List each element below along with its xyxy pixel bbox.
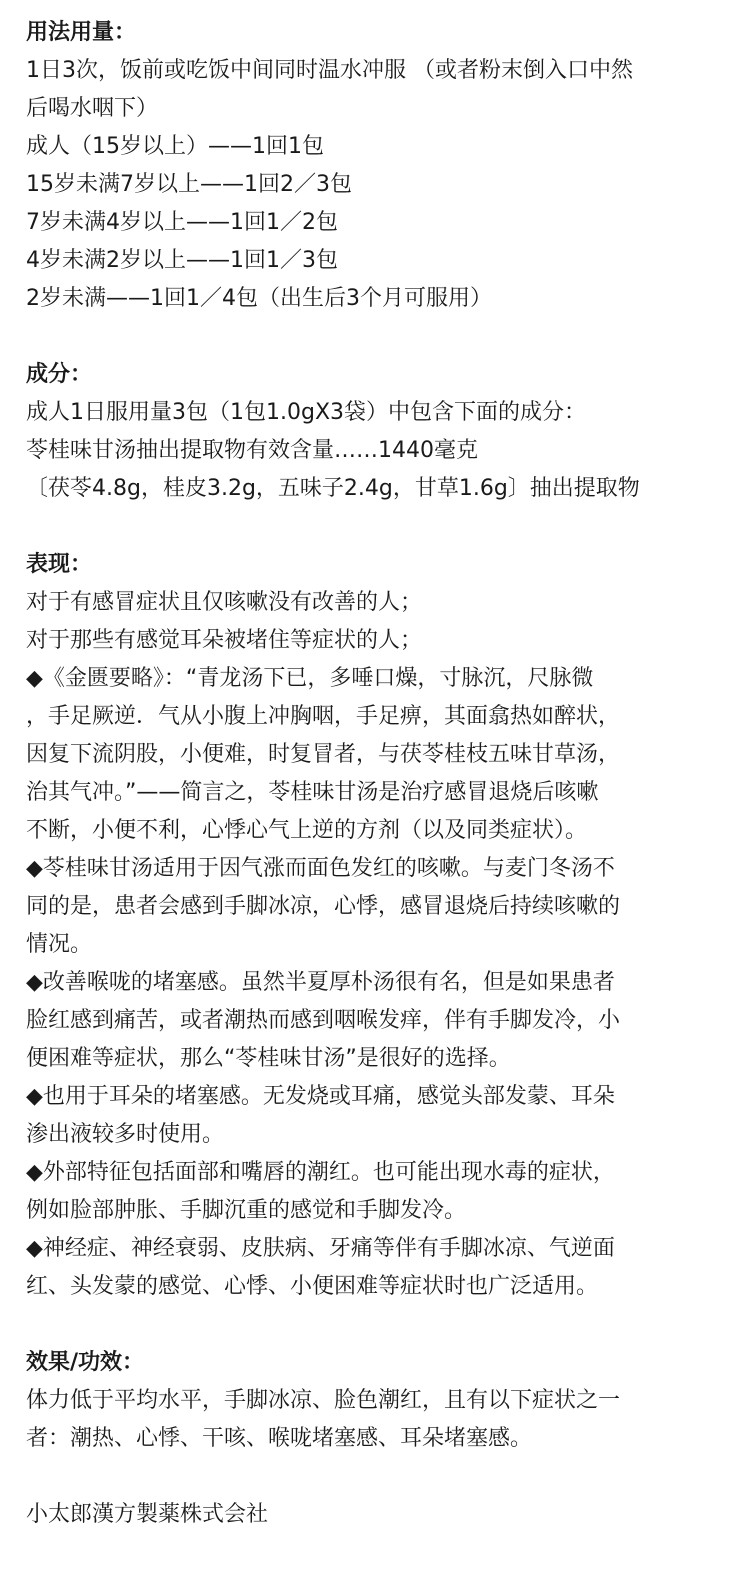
indications-line: 便困难等症状，那么“苓桂味甘汤”是很好的选择。 (26, 1046, 511, 1071)
indications-line: ◆神经症、神经衰弱、皮肤病、牙痛等伴有手脚冰凉、气逆面 (26, 1236, 615, 1261)
indications-line: 治其气冲。”——简言之，苓桂味甘汤是治疗感冒退烧后咳嗽 (26, 780, 599, 805)
indications-line: 对于有感冒症状且仅咳嗽没有改善的人； (26, 590, 423, 615)
indications-line: 因复下流阴股，小便难，时复冒者，与茯苓桂枝五味甘草汤， (26, 742, 621, 767)
ingredients-line: 〔茯苓4.8g，桂皮3.2g，五味子2.4g，甘草1.6g〕抽出提取物 (26, 476, 640, 501)
usage-line: 7岁未满4岁以上——1回1／2包 (26, 210, 338, 235)
usage-line: 后喝水咽下） (26, 96, 159, 121)
usage-line: 成人（15岁以上）——1回1包 (26, 134, 324, 159)
indications-line: 情况。 (26, 932, 93, 957)
effects-line: 体力低于平均水平，手脚冰凉、脸色潮红，且有以下症状之一 (26, 1388, 621, 1413)
section-spacer (26, 1306, 740, 1344)
indications-line: 同的是，患者会感到手脚冰凉，心悸，感冒退烧后持续咳嗽的 (26, 894, 621, 919)
company-name: 小太郎漢方製薬株式会社 (26, 1502, 269, 1527)
effects-section (26, 1344, 740, 1458)
effects-line: 者：潮热、心悸、干咳、喉咙堵塞感、耳朵堵塞感。 (26, 1426, 533, 1451)
ingredients-line: 苓桂味甘汤抽出提取物有效含量……1440毫克 (26, 438, 478, 463)
indications-line: ，手足厥逆．气从小腹上冲胸咽，手足痹，其面翕热如醉状， (26, 704, 621, 729)
ingredients-line: 成人1日服用量3包（1包1.0gX3袋）中包含下面的成分： (26, 400, 587, 425)
indications-section (26, 546, 740, 1306)
usage-line: 2岁未满——1回1／4包（出生后3个月可服用） (26, 286, 492, 311)
ingredients-heading: 成分： (26, 362, 93, 387)
indications-line: 例如脸部肿胀、手脚沉重的感觉和手脚发冷。 (26, 1198, 467, 1223)
usage-section (26, 14, 740, 318)
indications-line: ◆也用于耳朵的堵塞感。无发烧或耳痛，感觉头部发蒙、耳朵 (26, 1084, 615, 1109)
indications-line: 对于那些有感觉耳朵被堵住等症状的人； (26, 628, 423, 653)
indications-line: 脸红感到痛苦，或者潮热而感到咽喉发痒，伴有手脚发冷，小 (26, 1008, 621, 1033)
indications-line: 红、头发蒙的感觉、心悸、小便困难等症状时也广泛适用。 (26, 1274, 599, 1299)
usage-line: 4岁未满2岁以上——1回1／3包 (26, 248, 338, 273)
indications-line: 不断，小便不利，心悸心气上逆的方剂（以及同类症状）。 (26, 818, 588, 843)
indications-line: ◆外部特征包括面部和嘴唇的潮红。也可能出现水毒的症状， (26, 1160, 615, 1185)
section-spacer (26, 318, 740, 356)
section-spacer (26, 1458, 740, 1496)
indications-heading: 表现： (26, 552, 93, 577)
indications-line: ◆苓桂味甘汤适用于因气涨而面色发红的咳嗽。与麦门冬汤不 (26, 856, 615, 881)
indications-line: ◆《金匮要略》：“青龙汤下已，多唾口燥，寸脉沉，尺脉微 (26, 666, 594, 691)
section-spacer (26, 508, 740, 546)
usage-line: 1日3次，饭前或吃饭中间同时温水冲服 （或者粉末倒入口中然 (26, 58, 633, 83)
indications-line: ◆改善喉咙的堵塞感。虽然半夏厚朴汤很有名，但是如果患者 (26, 970, 615, 995)
usage-line: 15岁未满7岁以上——1回2／3包 (26, 172, 352, 197)
effects-heading: 效果/功效： (26, 1350, 145, 1375)
ingredients-section (26, 356, 740, 508)
document-page (26, 14, 740, 1534)
usage-heading: 用法用量： (26, 20, 137, 45)
indications-line: 渗出液较多时使用。 (26, 1122, 225, 1147)
